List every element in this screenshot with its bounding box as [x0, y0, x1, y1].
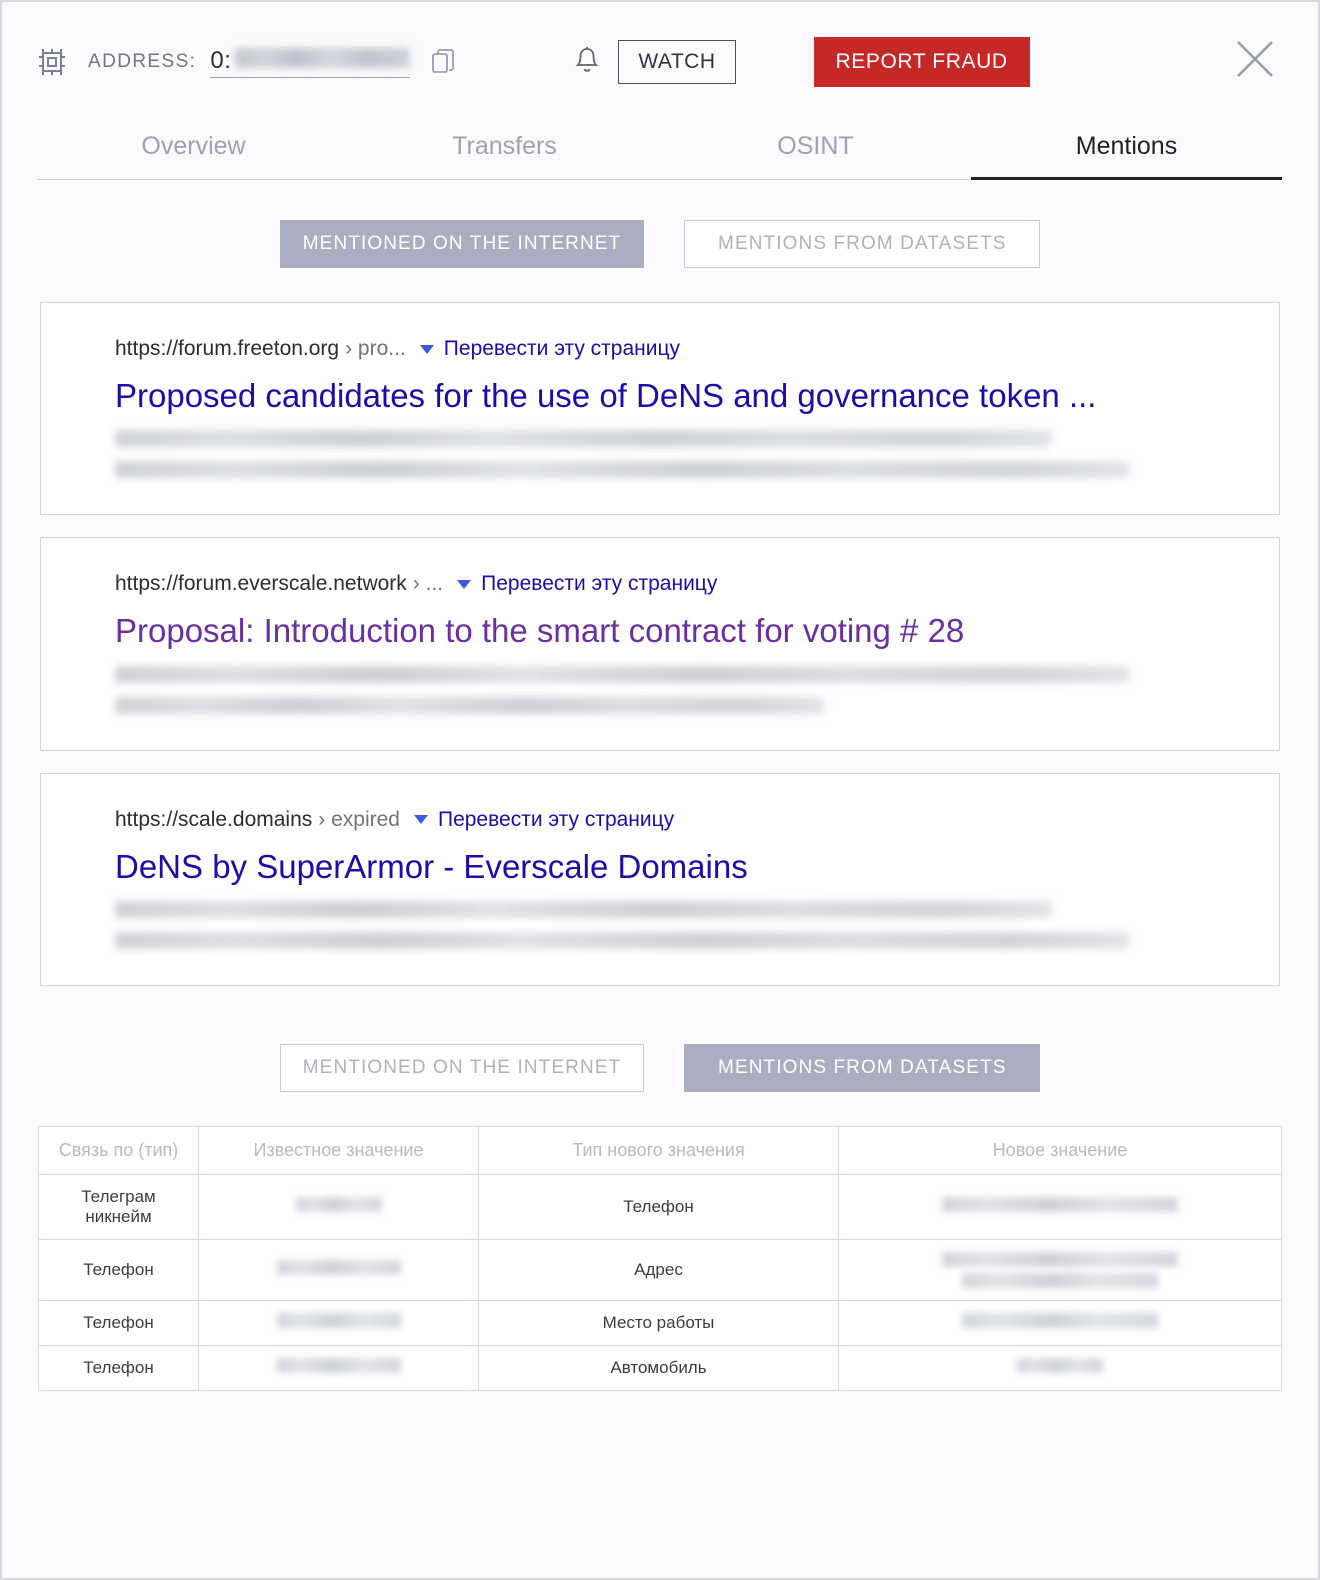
result-url-line: [115, 337, 1205, 361]
result-url-line: [115, 808, 1205, 832]
cell-new-value: [839, 1174, 1282, 1239]
result-url[interactable]: https://scale.domains: [115, 807, 313, 831]
result-snippet-redacted: [115, 697, 824, 714]
datasets-table-wrapper: [38, 1126, 1282, 1391]
cell-new-type: Адрес: [479, 1239, 839, 1300]
tab-bar: [38, 122, 1282, 180]
table-header-row: [39, 1126, 1282, 1174]
table-header-known-value: Известное значение: [199, 1126, 479, 1174]
result-title[interactable]: Proposal: Introduction to the smart contract for voting # 28: [115, 612, 965, 650]
result-title[interactable]: DeNS by SuperArmor - Everscale Domains: [115, 847, 748, 885]
table-row: [39, 1300, 1282, 1345]
result-url[interactable]: https://forum.everscale.network: [115, 572, 407, 596]
top-bar: [2, 2, 1318, 122]
segment-mentioned-on-internet-top[interactable]: MENTIONED ON THE INTERNET: [280, 220, 645, 268]
chevron-down-icon[interactable]: [414, 815, 428, 824]
translate-link[interactable]: Перевести эту страницу: [443, 337, 680, 360]
cell-new-value: [839, 1239, 1282, 1300]
chevron-down-icon[interactable]: [457, 580, 471, 589]
segment-mentions-from-datasets-bottom[interactable]: MENTIONS FROM DATASETS: [684, 1044, 1040, 1092]
result-card: [40, 773, 1280, 986]
table-row: [39, 1239, 1282, 1300]
chip-icon: [32, 42, 72, 82]
table-header-relation: Связь по (тип): [39, 1126, 199, 1174]
watch-group: [574, 40, 735, 84]
segment-mentions-from-datasets-top[interactable]: MENTIONS FROM DATASETS: [684, 220, 1040, 268]
result-url[interactable]: https://forum.freeton.org: [115, 337, 340, 360]
cell-relation: Телефон: [39, 1239, 199, 1300]
result-snippet-redacted: [115, 430, 1052, 447]
close-icon[interactable]: [1232, 36, 1278, 82]
result-snippet-redacted: [115, 666, 1129, 683]
tab-overview[interactable]: Overview: [141, 132, 246, 160]
copy-icon[interactable]: [432, 49, 454, 75]
cell-known-value: [199, 1239, 479, 1300]
address-value-text: 0:: [210, 46, 232, 74]
tab-osint[interactable]: OSINT: [777, 132, 854, 160]
cell-known-value: [199, 1345, 479, 1390]
result-url-path: › ...: [412, 572, 444, 596]
tab-mentions[interactable]: Mentions: [971, 122, 1282, 180]
search-results-list: [40, 302, 1280, 986]
result-snippet-redacted: [115, 461, 1129, 478]
tab-transfers[interactable]: Transfers: [452, 132, 557, 160]
translate-link[interactable]: Перевести эту страницу: [481, 572, 718, 596]
watch-button[interactable]: WATCH: [618, 40, 735, 84]
result-title[interactable]: Proposed candidates for the use of DeNS and governance token ...: [115, 377, 1097, 414]
segment-mentioned-on-internet-bottom[interactable]: MENTIONED ON THE INTERNET: [280, 1044, 645, 1092]
result-snippet-redacted: [115, 932, 1129, 949]
table-row: [39, 1174, 1282, 1239]
bell-icon[interactable]: [574, 46, 600, 78]
cell-relation: Телефон: [39, 1300, 199, 1345]
translate-link[interactable]: Перевести эту страницу: [437, 807, 675, 831]
address-redacted: [235, 48, 410, 68]
cell-new-value: [839, 1300, 1282, 1345]
address-value[interactable]: [210, 47, 410, 78]
result-url-line: [115, 572, 1205, 596]
cell-new-type: Автомобиль: [479, 1345, 839, 1390]
cell-new-type: Телефон: [479, 1174, 839, 1239]
result-snippet-redacted: [115, 901, 1052, 918]
address-label: ADDRESS:: [88, 51, 197, 72]
chevron-down-icon[interactable]: [420, 345, 434, 354]
result-card: [40, 302, 1280, 515]
result-url-path: › pro...: [345, 337, 406, 360]
segmented-control-top: [2, 220, 1318, 268]
table-row: [39, 1345, 1282, 1390]
cell-relation: Телеграм никнейм: [39, 1174, 199, 1239]
segmented-control-bottom: [2, 1044, 1318, 1092]
result-url-path: › expired: [318, 807, 400, 831]
cell-known-value: [199, 1174, 479, 1239]
cell-known-value: [199, 1300, 479, 1345]
datasets-table: [38, 1126, 1282, 1391]
table-header-new-type: Тип нового значения: [479, 1126, 839, 1174]
report-fraud-button[interactable]: REPORT FRAUD: [814, 37, 1030, 87]
table-header-new-value: Новое значение: [839, 1126, 1282, 1174]
cell-relation: Телефон: [39, 1345, 199, 1390]
cell-new-type: Место работы: [479, 1300, 839, 1345]
result-card: [40, 537, 1280, 750]
cell-new-value: [839, 1345, 1282, 1390]
